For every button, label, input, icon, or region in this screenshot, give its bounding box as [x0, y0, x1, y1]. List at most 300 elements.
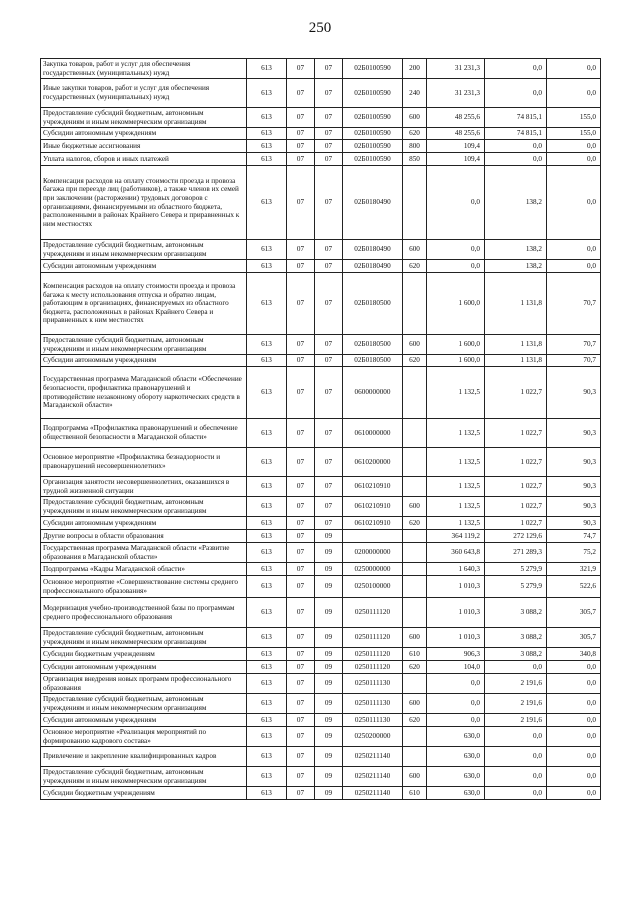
percent-cell: 0,0 [547, 166, 601, 240]
target-article-cell: 0250111120 [343, 598, 403, 628]
page-number: 250 [308, 20, 332, 36]
expense-type-cell [403, 576, 427, 598]
target-article-cell [343, 530, 403, 543]
table-row [41, 517, 601, 530]
executed-amount-cell: 1 022,7 [485, 517, 547, 530]
subsection-code-cell: 07 [315, 59, 343, 79]
target-article-cell: 0610210910 [343, 477, 403, 497]
approved-amount-cell: 1 600,0 [427, 335, 485, 355]
executed-amount-cell: 0,0 [485, 661, 547, 674]
expense-type-cell [403, 419, 427, 448]
table-row [41, 448, 601, 477]
approved-amount-cell: 48 255,6 [427, 128, 485, 140]
subsection-code-cell: 07 [315, 108, 343, 128]
ved-code-cell: 613 [247, 79, 287, 108]
executed-amount-cell: 0,0 [485, 79, 547, 108]
row-name-cell: Основное мероприятие «Реализация мероприятий по формированию кадрового состава» [41, 727, 247, 747]
section-code-cell: 07 [287, 128, 315, 140]
ved-code-cell: 613 [247, 477, 287, 497]
target-article-cell: 0610210910 [343, 497, 403, 517]
subsection-code-cell: 07 [315, 419, 343, 448]
table-body [41, 59, 601, 800]
row-name-cell: Иные закупки товаров, работ и услуг для обеспечения государственных (муниципальных) нужд [41, 79, 247, 108]
table-row [41, 674, 601, 694]
row-name-cell: Субсидии автономным учреждениям [41, 260, 247, 273]
row-name-cell: Предоставление субсидий бюджетным, автономным учреждениям и иным некоммерческим организациям [41, 767, 247, 787]
expense-type-cell [403, 273, 427, 335]
percent-cell: 0,0 [547, 674, 601, 694]
section-code-cell: 07 [287, 335, 315, 355]
table-row [41, 108, 601, 128]
target-article-cell: 0250111130 [343, 714, 403, 727]
expense-type-cell [403, 448, 427, 477]
ved-code-cell: 613 [247, 628, 287, 648]
ved-code-cell: 613 [247, 153, 287, 166]
expense-type-cell: 850 [403, 153, 427, 166]
approved-amount-cell: 0,0 [427, 260, 485, 273]
expense-type-cell [403, 543, 427, 563]
table-row [41, 335, 601, 355]
table-row [41, 355, 601, 367]
section-code-cell: 07 [287, 727, 315, 747]
ved-code-cell: 613 [247, 335, 287, 355]
ved-code-cell: 613 [247, 787, 287, 800]
expense-type-cell: 600 [403, 767, 427, 787]
section-code-cell: 07 [287, 240, 315, 260]
expense-type-cell [403, 674, 427, 694]
subsection-code-cell: 07 [315, 355, 343, 367]
subsection-code-cell: 07 [315, 367, 343, 419]
executed-amount-cell: 1 131,8 [485, 335, 547, 355]
expense-type-cell: 620 [403, 355, 427, 367]
expense-type-cell: 800 [403, 140, 427, 153]
executed-amount-cell: 271 289,3 [485, 543, 547, 563]
percent-cell: 90,3 [547, 448, 601, 477]
target-article-cell: 0250111120 [343, 648, 403, 661]
percent-cell: 0,0 [547, 787, 601, 800]
section-code-cell: 07 [287, 497, 315, 517]
table-row [41, 79, 601, 108]
percent-cell: 321,9 [547, 563, 601, 576]
approved-amount-cell: 0,0 [427, 240, 485, 260]
target-article-cell: 02Б0180490 [343, 166, 403, 240]
subsection-code-cell: 09 [315, 767, 343, 787]
percent-cell: 0,0 [547, 79, 601, 108]
section-code-cell: 07 [287, 714, 315, 727]
row-name-cell: Уплата налогов, сборов и иных платежей [41, 153, 247, 166]
target-article-cell: 0250111120 [343, 628, 403, 648]
executed-amount-cell: 5 279,9 [485, 563, 547, 576]
subsection-code-cell: 09 [315, 576, 343, 598]
approved-amount-cell: 1 132,5 [427, 477, 485, 497]
section-code-cell: 07 [287, 648, 315, 661]
subsection-code-cell: 07 [315, 166, 343, 240]
row-name-cell: Предоставление субсидий бюджетным, автономным учреждениям и иным некоммерческим организациям [41, 628, 247, 648]
row-name-cell: Компенсация расходов на оплату стоимости проезда и провоза багажа при переезде лиц (работников), а также членов их семей при заключении (расторжении) трудовых договоров с организациями, финансируемыми из областного бюджета, расположенными в районах Крайнего Севера и приравненных к ним местностях [41, 166, 247, 240]
approved-amount-cell: 630,0 [427, 747, 485, 767]
approved-amount-cell: 0,0 [427, 714, 485, 727]
section-code-cell: 07 [287, 140, 315, 153]
executed-amount-cell: 74 815,1 [485, 128, 547, 140]
table-row [41, 661, 601, 674]
table-row [41, 727, 601, 747]
target-article-cell: 0610210910 [343, 517, 403, 530]
expense-type-cell: 620 [403, 260, 427, 273]
approved-amount-cell: 1 600,0 [427, 273, 485, 335]
section-code-cell: 07 [287, 530, 315, 543]
expense-type-cell: 200 [403, 59, 427, 79]
ved-code-cell: 613 [247, 355, 287, 367]
approved-amount-cell: 1 010,3 [427, 576, 485, 598]
subsection-code-cell: 09 [315, 714, 343, 727]
section-code-cell: 07 [287, 628, 315, 648]
percent-cell: 90,3 [547, 497, 601, 517]
section-code-cell: 07 [287, 543, 315, 563]
percent-cell: 74,7 [547, 530, 601, 543]
subsection-code-cell: 09 [315, 628, 343, 648]
target-article-cell: 0250200000 [343, 727, 403, 747]
ved-code-cell: 613 [247, 530, 287, 543]
expense-type-cell: 600 [403, 694, 427, 714]
approved-amount-cell: 31 231,3 [427, 59, 485, 79]
section-code-cell: 07 [287, 563, 315, 576]
target-article-cell: 02Б0100590 [343, 153, 403, 166]
approved-amount-cell: 630,0 [427, 767, 485, 787]
target-article-cell: 0610200000 [343, 448, 403, 477]
expense-type-cell: 600 [403, 240, 427, 260]
section-code-cell: 07 [287, 576, 315, 598]
target-article-cell: 0250211140 [343, 747, 403, 767]
section-code-cell: 07 [287, 355, 315, 367]
target-article-cell: 0250111130 [343, 694, 403, 714]
row-name-cell: Основное мероприятие «Совершенствование системы среднего профессионального образования» [41, 576, 247, 598]
executed-amount-cell: 1 131,8 [485, 273, 547, 335]
row-name-cell: Основное мероприятие «Профилактика безнадзорности и правонарушений несовершеннолетних» [41, 448, 247, 477]
row-name-cell: Организация занятости несовершеннолетних, оказавшихся в трудной жизненной ситуации [41, 477, 247, 497]
approved-amount-cell: 1 132,5 [427, 517, 485, 530]
ved-code-cell: 613 [247, 714, 287, 727]
subsection-code-cell: 09 [315, 727, 343, 747]
percent-cell: 90,3 [547, 367, 601, 419]
section-code-cell: 07 [287, 477, 315, 497]
table-row [41, 694, 601, 714]
percent-cell: 0,0 [547, 59, 601, 79]
approved-amount-cell: 1 132,5 [427, 448, 485, 477]
expense-type-cell [403, 477, 427, 497]
ved-code-cell: 613 [247, 367, 287, 419]
expense-type-cell: 600 [403, 497, 427, 517]
ved-code-cell: 613 [247, 108, 287, 128]
target-article-cell: 0250211140 [343, 787, 403, 800]
table-row [41, 240, 601, 260]
executed-amount-cell: 1 022,7 [485, 477, 547, 497]
subsection-code-cell: 09 [315, 787, 343, 800]
expense-type-cell [403, 598, 427, 628]
subsection-code-cell: 09 [315, 661, 343, 674]
executed-amount-cell: 272 129,6 [485, 530, 547, 543]
ved-code-cell: 613 [247, 128, 287, 140]
subsection-code-cell: 09 [315, 747, 343, 767]
ved-code-cell: 613 [247, 273, 287, 335]
expense-type-cell [403, 563, 427, 576]
subsection-code-cell: 07 [315, 79, 343, 108]
row-name-cell: Подпрограмма «Профилактика правонарушений и обеспечение общественной безопасности в Магаданской области» [41, 419, 247, 448]
section-code-cell: 07 [287, 419, 315, 448]
section-code-cell: 07 [287, 661, 315, 674]
percent-cell: 70,7 [547, 355, 601, 367]
row-name-cell: Предоставление субсидий бюджетным, автономным учреждениям и иным некоммерческим организациям [41, 240, 247, 260]
approved-amount-cell: 1 010,3 [427, 628, 485, 648]
target-article-cell: 0250211140 [343, 767, 403, 787]
row-name-cell: Модернизация учебно-производственной базы по программам среднего профессионального образования [41, 598, 247, 628]
ved-code-cell: 613 [247, 694, 287, 714]
subsection-code-cell: 09 [315, 530, 343, 543]
ved-code-cell: 613 [247, 497, 287, 517]
table-row [41, 563, 601, 576]
row-name-cell: Предоставление субсидий бюджетным, автономным учреждениям и иным некоммерческим организациям [41, 108, 247, 128]
expense-type-cell [403, 727, 427, 747]
table-row [41, 543, 601, 563]
executed-amount-cell: 0,0 [485, 727, 547, 747]
target-article-cell: 0250111130 [343, 674, 403, 694]
executed-amount-cell: 2 191,6 [485, 694, 547, 714]
row-name-cell: Субсидии автономным учреждениям [41, 517, 247, 530]
target-article-cell: 0610000000 [343, 419, 403, 448]
percent-cell: 90,3 [547, 419, 601, 448]
expense-type-cell: 610 [403, 787, 427, 800]
executed-amount-cell: 0,0 [485, 153, 547, 166]
subsection-code-cell: 07 [315, 240, 343, 260]
row-name-cell: Закупка товаров, работ и услуг для обеспечения государственных (муниципальных) нужд [41, 59, 247, 79]
target-article-cell: 02Б0180500 [343, 355, 403, 367]
section-code-cell: 07 [287, 747, 315, 767]
table-row [41, 767, 601, 787]
approved-amount-cell: 364 119,2 [427, 530, 485, 543]
ved-code-cell: 613 [247, 448, 287, 477]
ved-code-cell: 613 [247, 674, 287, 694]
ved-code-cell: 613 [247, 648, 287, 661]
expense-type-cell: 620 [403, 714, 427, 727]
subsection-code-cell: 07 [315, 517, 343, 530]
percent-cell: 0,0 [547, 661, 601, 674]
row-name-cell: Предоставление субсидий бюджетным, автономным учреждениям и иным некоммерческим организациям [41, 694, 247, 714]
executed-amount-cell: 74 815,1 [485, 108, 547, 128]
approved-amount-cell: 360 643,8 [427, 543, 485, 563]
approved-amount-cell: 906,3 [427, 648, 485, 661]
table-row [41, 628, 601, 648]
section-code-cell: 07 [287, 79, 315, 108]
section-code-cell: 07 [287, 448, 315, 477]
ved-code-cell: 613 [247, 727, 287, 747]
approved-amount-cell: 630,0 [427, 787, 485, 800]
ved-code-cell: 613 [247, 598, 287, 628]
row-name-cell: Предоставление субсидий бюджетным, автономным учреждениям и иным некоммерческим организациям [41, 335, 247, 355]
executed-amount-cell: 5 279,9 [485, 576, 547, 598]
percent-cell: 155,0 [547, 128, 601, 140]
table-row [41, 714, 601, 727]
subsection-code-cell: 07 [315, 140, 343, 153]
table-row [41, 166, 601, 240]
subsection-code-cell: 09 [315, 648, 343, 661]
percent-cell: 90,3 [547, 517, 601, 530]
executed-amount-cell: 1 022,7 [485, 497, 547, 517]
target-article-cell: 0250111120 [343, 661, 403, 674]
table-row [41, 59, 601, 79]
section-code-cell: 07 [287, 787, 315, 800]
ved-code-cell: 613 [247, 661, 287, 674]
executed-amount-cell: 2 191,6 [485, 674, 547, 694]
row-name-cell: Субсидии бюджетным учреждениям [41, 787, 247, 800]
row-name-cell: Иные бюджетные ассигнования [41, 140, 247, 153]
row-name-cell: Предоставление субсидий бюджетным, автономным учреждениям и иным некоммерческим организациям [41, 497, 247, 517]
percent-cell: 305,7 [547, 598, 601, 628]
approved-amount-cell: 109,4 [427, 140, 485, 153]
subsection-code-cell: 07 [315, 273, 343, 335]
target-article-cell: 02Б0100590 [343, 59, 403, 79]
percent-cell: 155,0 [547, 108, 601, 128]
percent-cell: 0,0 [547, 767, 601, 787]
target-article-cell: 02Б0100590 [343, 128, 403, 140]
executed-amount-cell: 1 022,7 [485, 367, 547, 419]
row-name-cell: Субсидии бюджетным учреждениям [41, 648, 247, 661]
executed-amount-cell: 1 022,7 [485, 448, 547, 477]
row-name-cell: Субсидии автономным учреждениям [41, 355, 247, 367]
target-article-cell: 0200000000 [343, 543, 403, 563]
row-name-cell: Подпрограмма «Кадры Магаданской области» [41, 563, 247, 576]
percent-cell: 0,0 [547, 747, 601, 767]
expense-type-cell: 620 [403, 517, 427, 530]
table-row [41, 260, 601, 273]
target-article-cell: 02Б0100590 [343, 79, 403, 108]
expense-type-cell: 620 [403, 661, 427, 674]
section-code-cell: 07 [287, 108, 315, 128]
ved-code-cell: 613 [247, 517, 287, 530]
row-name-cell: Привлечение и закрепление квалифицированных кадров [41, 747, 247, 767]
subsection-code-cell: 07 [315, 335, 343, 355]
percent-cell: 0,0 [547, 260, 601, 273]
subsection-code-cell: 07 [315, 448, 343, 477]
executed-amount-cell: 0,0 [485, 767, 547, 787]
ved-code-cell: 613 [247, 260, 287, 273]
ved-code-cell: 613 [247, 767, 287, 787]
section-code-cell: 07 [287, 153, 315, 166]
ved-code-cell: 613 [247, 563, 287, 576]
subsection-code-cell: 09 [315, 543, 343, 563]
section-code-cell: 07 [287, 59, 315, 79]
executed-amount-cell: 1 022,7 [485, 419, 547, 448]
table-row [41, 367, 601, 419]
approved-amount-cell: 0,0 [427, 166, 485, 240]
percent-cell: 340,8 [547, 648, 601, 661]
percent-cell: 522,6 [547, 576, 601, 598]
executed-amount-cell: 138,2 [485, 166, 547, 240]
row-name-cell: Государственная программа Магаданской области «Обеспечение безопасности, профилактика правонарушений и противодействие незаконному обороту наркотических средств в Магаданской области» [41, 367, 247, 419]
approved-amount-cell: 630,0 [427, 727, 485, 747]
ved-code-cell: 613 [247, 240, 287, 260]
subsection-code-cell: 09 [315, 563, 343, 576]
approved-amount-cell: 1 640,3 [427, 563, 485, 576]
percent-cell: 0,0 [547, 694, 601, 714]
section-code-cell: 07 [287, 767, 315, 787]
target-article-cell: 0600000000 [343, 367, 403, 419]
executed-amount-cell: 138,2 [485, 240, 547, 260]
table-row [41, 153, 601, 166]
section-code-cell: 07 [287, 517, 315, 530]
ved-code-cell: 613 [247, 543, 287, 563]
ved-code-cell: 613 [247, 747, 287, 767]
executed-amount-cell: 0,0 [485, 787, 547, 800]
section-code-cell: 07 [287, 598, 315, 628]
target-article-cell: 02Б0180490 [343, 240, 403, 260]
table-row [41, 576, 601, 598]
executed-amount-cell: 0,0 [485, 140, 547, 153]
expense-type-cell: 600 [403, 628, 427, 648]
approved-amount-cell: 109,4 [427, 153, 485, 166]
executed-amount-cell: 3 088,2 [485, 598, 547, 628]
ved-code-cell: 613 [247, 419, 287, 448]
approved-amount-cell: 1 600,0 [427, 355, 485, 367]
target-article-cell: 0250100000 [343, 576, 403, 598]
approved-amount-cell: 48 255,6 [427, 108, 485, 128]
percent-cell: 90,3 [547, 477, 601, 497]
row-name-cell: Субсидии автономным учреждениям [41, 661, 247, 674]
table-row [41, 787, 601, 800]
table-row [41, 648, 601, 661]
ved-code-cell: 613 [247, 166, 287, 240]
row-name-cell: Субсидии автономным учреждениям [41, 128, 247, 140]
ved-code-cell: 613 [247, 140, 287, 153]
section-code-cell: 07 [287, 166, 315, 240]
table-row [41, 598, 601, 628]
row-name-cell: Субсидии автономным учреждениям [41, 714, 247, 727]
percent-cell: 70,7 [547, 273, 601, 335]
target-article-cell: 02Б0100590 [343, 140, 403, 153]
subsection-code-cell: 07 [315, 497, 343, 517]
section-code-cell: 07 [287, 694, 315, 714]
expense-type-cell [403, 166, 427, 240]
table-row [41, 477, 601, 497]
subsection-code-cell: 09 [315, 598, 343, 628]
executed-amount-cell: 138,2 [485, 260, 547, 273]
percent-cell: 70,7 [547, 335, 601, 355]
executed-amount-cell: 1 131,8 [485, 355, 547, 367]
table-row [41, 273, 601, 335]
percent-cell: 0,0 [547, 714, 601, 727]
target-article-cell: 02Б0180500 [343, 273, 403, 335]
approved-amount-cell: 0,0 [427, 674, 485, 694]
approved-amount-cell: 1 132,5 [427, 367, 485, 419]
subsection-code-cell: 07 [315, 153, 343, 166]
ved-code-cell: 613 [247, 576, 287, 598]
table-row [41, 497, 601, 517]
percent-cell: 0,0 [547, 140, 601, 153]
subsection-code-cell: 07 [315, 260, 343, 273]
row-name-cell: Компенсация расходов на оплату стоимости проезда и провоза багажа к месту использования отпуска и обратно лицам, работающим в организациях, финансируемых из областного бюджета, расположенных в районах Крайнего Севера и приравненных к ним местностях [41, 273, 247, 335]
percent-cell: 0,0 [547, 153, 601, 166]
approved-amount-cell: 1 132,5 [427, 497, 485, 517]
approved-amount-cell: 0,0 [427, 694, 485, 714]
subsection-code-cell: 09 [315, 674, 343, 694]
table-row [41, 128, 601, 140]
percent-cell: 0,0 [547, 240, 601, 260]
expense-type-cell: 610 [403, 648, 427, 661]
expense-type-cell [403, 367, 427, 419]
section-code-cell: 07 [287, 367, 315, 419]
row-name-cell: Государственная программа Магаданской области «Развитие образования в Магаданской области» [41, 543, 247, 563]
budget-table [40, 58, 601, 800]
expense-type-cell: 240 [403, 79, 427, 108]
subsection-code-cell: 07 [315, 128, 343, 140]
